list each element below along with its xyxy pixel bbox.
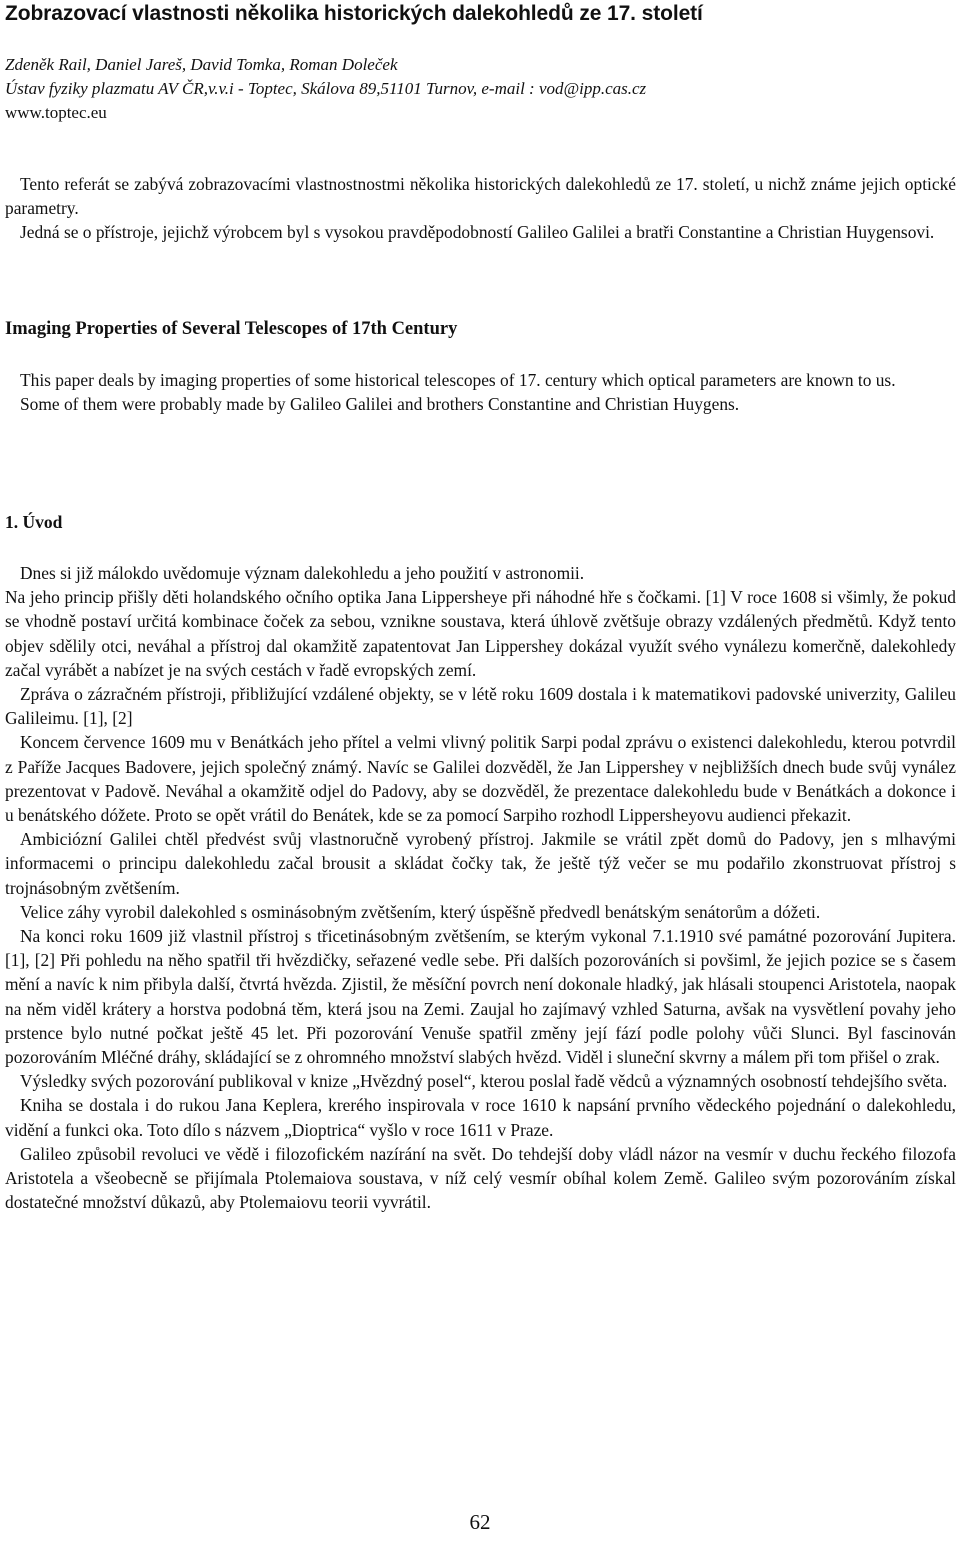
body-text — [5, 561, 956, 1214]
body-paragraph: Galileo způsobil revoluci ve vědě i filozofickém nazírání na svět. Do tehdejší doby vládl názor na vesmír v duchu řeckého filozofa Aristotela a všeobecně se přijímala Ptolemaiova soustava, v níž celý vesmír obíhal kolem Země. Galileo svým pozorováním získal dostatečné množství důkazů, aby Ptolemaiovu teorii vyvrátil. — [5, 1143, 956, 1213]
abstract-en-paragraph: This paper deals by imaging properties of some historical telescopes of 17. century which optical parameters are known to us. — [20, 370, 896, 390]
abstract-cz-paragraph: Tento referát se zabývá zobrazovacími vlastnostnostmi několika historických dalekohledů ze 17. století, u nichž známe jejich optické parametry. — [5, 174, 956, 219]
page-number: 62 — [469, 1510, 491, 1534]
affiliation: Ústav fyziky plazmatu AV ČR,v.v.i - Toptec, Skálova 89,51101 Turnov, e-mail : vod@ipp.cas.cz — [5, 79, 647, 98]
section-heading: 1. Úvod — [5, 512, 63, 532]
body-paragraph: Velice záhy vyrobil dalekohled s osminásobným zvětšením, který úspěšně předvedl benátským senátorům a dóžeti. — [20, 901, 821, 922]
abstract-cz-paragraph: Jedná se o přístroje, jejichž výrobcem byl s vysokou pravděpodobností Galileo Galilei a bratři Constantine a Christian Huygensovi. — [20, 222, 935, 243]
body-paragraph: Výsledky svých pozorování publikoval v knize „Hvězdný posel“, kterou poslal řadě vědců a významných osobností tehdejšího světa. — [20, 1071, 948, 1092]
body-paragraph: Zpráva o zázračném přístroji, přibližující vzdálené objekty, se v létě roku 1609 dostala i k matematikovi padovské univerzity, Galileu Galileimu. [1], [2] — [5, 684, 956, 729]
author-block — [5, 53, 646, 125]
abstract-en — [5, 368, 956, 416]
paper-title: Zobrazovací vlastnosti několika historických dalekohledů ze 17. století — [5, 2, 703, 25]
body-paragraph: Ambiciózní Galilei chtěl předvést svůj vlastnoručně vyrobený přístroj. Jakmile se vrátil zpět domů do Padovy, jen s mlhavými informacemi o principu dalekohledu začal brousit a skládat čočky tak, že ještě týž večer se mu podařilo zkonstruovat přístroj s trojnásobným zvětšením. — [5, 829, 956, 898]
website-link[interactable]: www.toptec.eu — [5, 103, 107, 122]
body-paragraph: Na jeho princip přišly děti holandského očního optika Jana Lippersheye při náhodné hře s čočkami. [1] V roce 1608 si všimly, že pokud se vhodně postaví určitá kombinace čoček za sebou, vznikne soustava, která úhlově zvětšuje obrazy vzdálených předmětů. Když tento objev sdělily otci, neváhal a přístroj dal okamžitě zapatentovat Jan Lippershey dokázal využít svého vynálezu komerčně, dalekohledy začal vyrábět a nabízet je na svých cestách v řadě evropských zemí. — [5, 587, 956, 680]
body-paragraph: Kniha se dostala i do rukou Jana Keplera, krerého inspirovala v roce 1610 k napsání prvního vědeckého pojednání o dalekohledu, vidění a funkci oka. Toto dílo s názvem „Dioptrica“ vyšlo v roce 1611 v Praze. — [5, 1095, 956, 1140]
abstract-cz — [5, 172, 956, 245]
body-paragraph: Koncem července 1609 mu v Benátkách jeho přítel a velmi vlivný politik Sarpi podal zprávu o existenci dalekohledu, kterou potvrdil z Paříže Jacques Badovere, jejich společný známý. Navíc se Galilei dozvěděl, že Jan Lippershey v nejbližších dnech bude svůj vynález prezentovat v Padově. Neváhal a okamžitě odjel do Padovy, aby se dozvěděl, že prezentace dalekohledu bude v Benátkách a dokonce i u benátského dóžete. Proto se opět vrátil do Benátek, kde se za pomocí Sarpiho rozhodl Lippersheyovu audienci překazit. — [5, 732, 956, 826]
abstract-en-paragraph: Some of them were probably made by Galileo Galilei and brothers Constantine and Christian Huygens. — [20, 394, 740, 415]
body-paragraph: Na konci roku 1609 již vlastnil přístroj s třicetinásobným zvětšením, se kterým vykonal 7.1.1910 své památné pozorování Jupitera. [1], [2] Při pohledu na něho spatřil tři hvězdičky, seřazené vedle sebe. Při dalších pozorováních si povšiml, že jejich pozice se s časem mění a navíc k nim přibyla další, čtvrtá hvězda. Zjistil, že měsíční povrch není dokonale hladký, jak hlásali stoupenci Aristotela, naopak na něm viděl krátery a horstva podobná těm, která jsou na Zemi. Zaujal ho zajímavý vzhled Saturna, avšak na vysvětlení povahy jeho prstence bylo nutné počkat ještě 45 let. Při pozorování Venuše spatřil změny její fází podle polohy vůči Slunci. Byl fascinován pozorováním Mléčné dráhy, skládající se z ohromného množství slabých hvězd. Viděl i sluneční skvrny a málem při tom přišel o zrak. — [5, 926, 956, 1068]
authors: Zdeněk Rail, Daniel Jareš, David Tomka, Roman Doleček — [5, 55, 398, 74]
english-title: Imaging Properties of Several Telescopes of 17th Century — [5, 319, 458, 339]
body-paragraph: Dnes si již málokdo uvědomuje význam dalekohledu a jeho použití v astronomii. — [20, 563, 585, 583]
